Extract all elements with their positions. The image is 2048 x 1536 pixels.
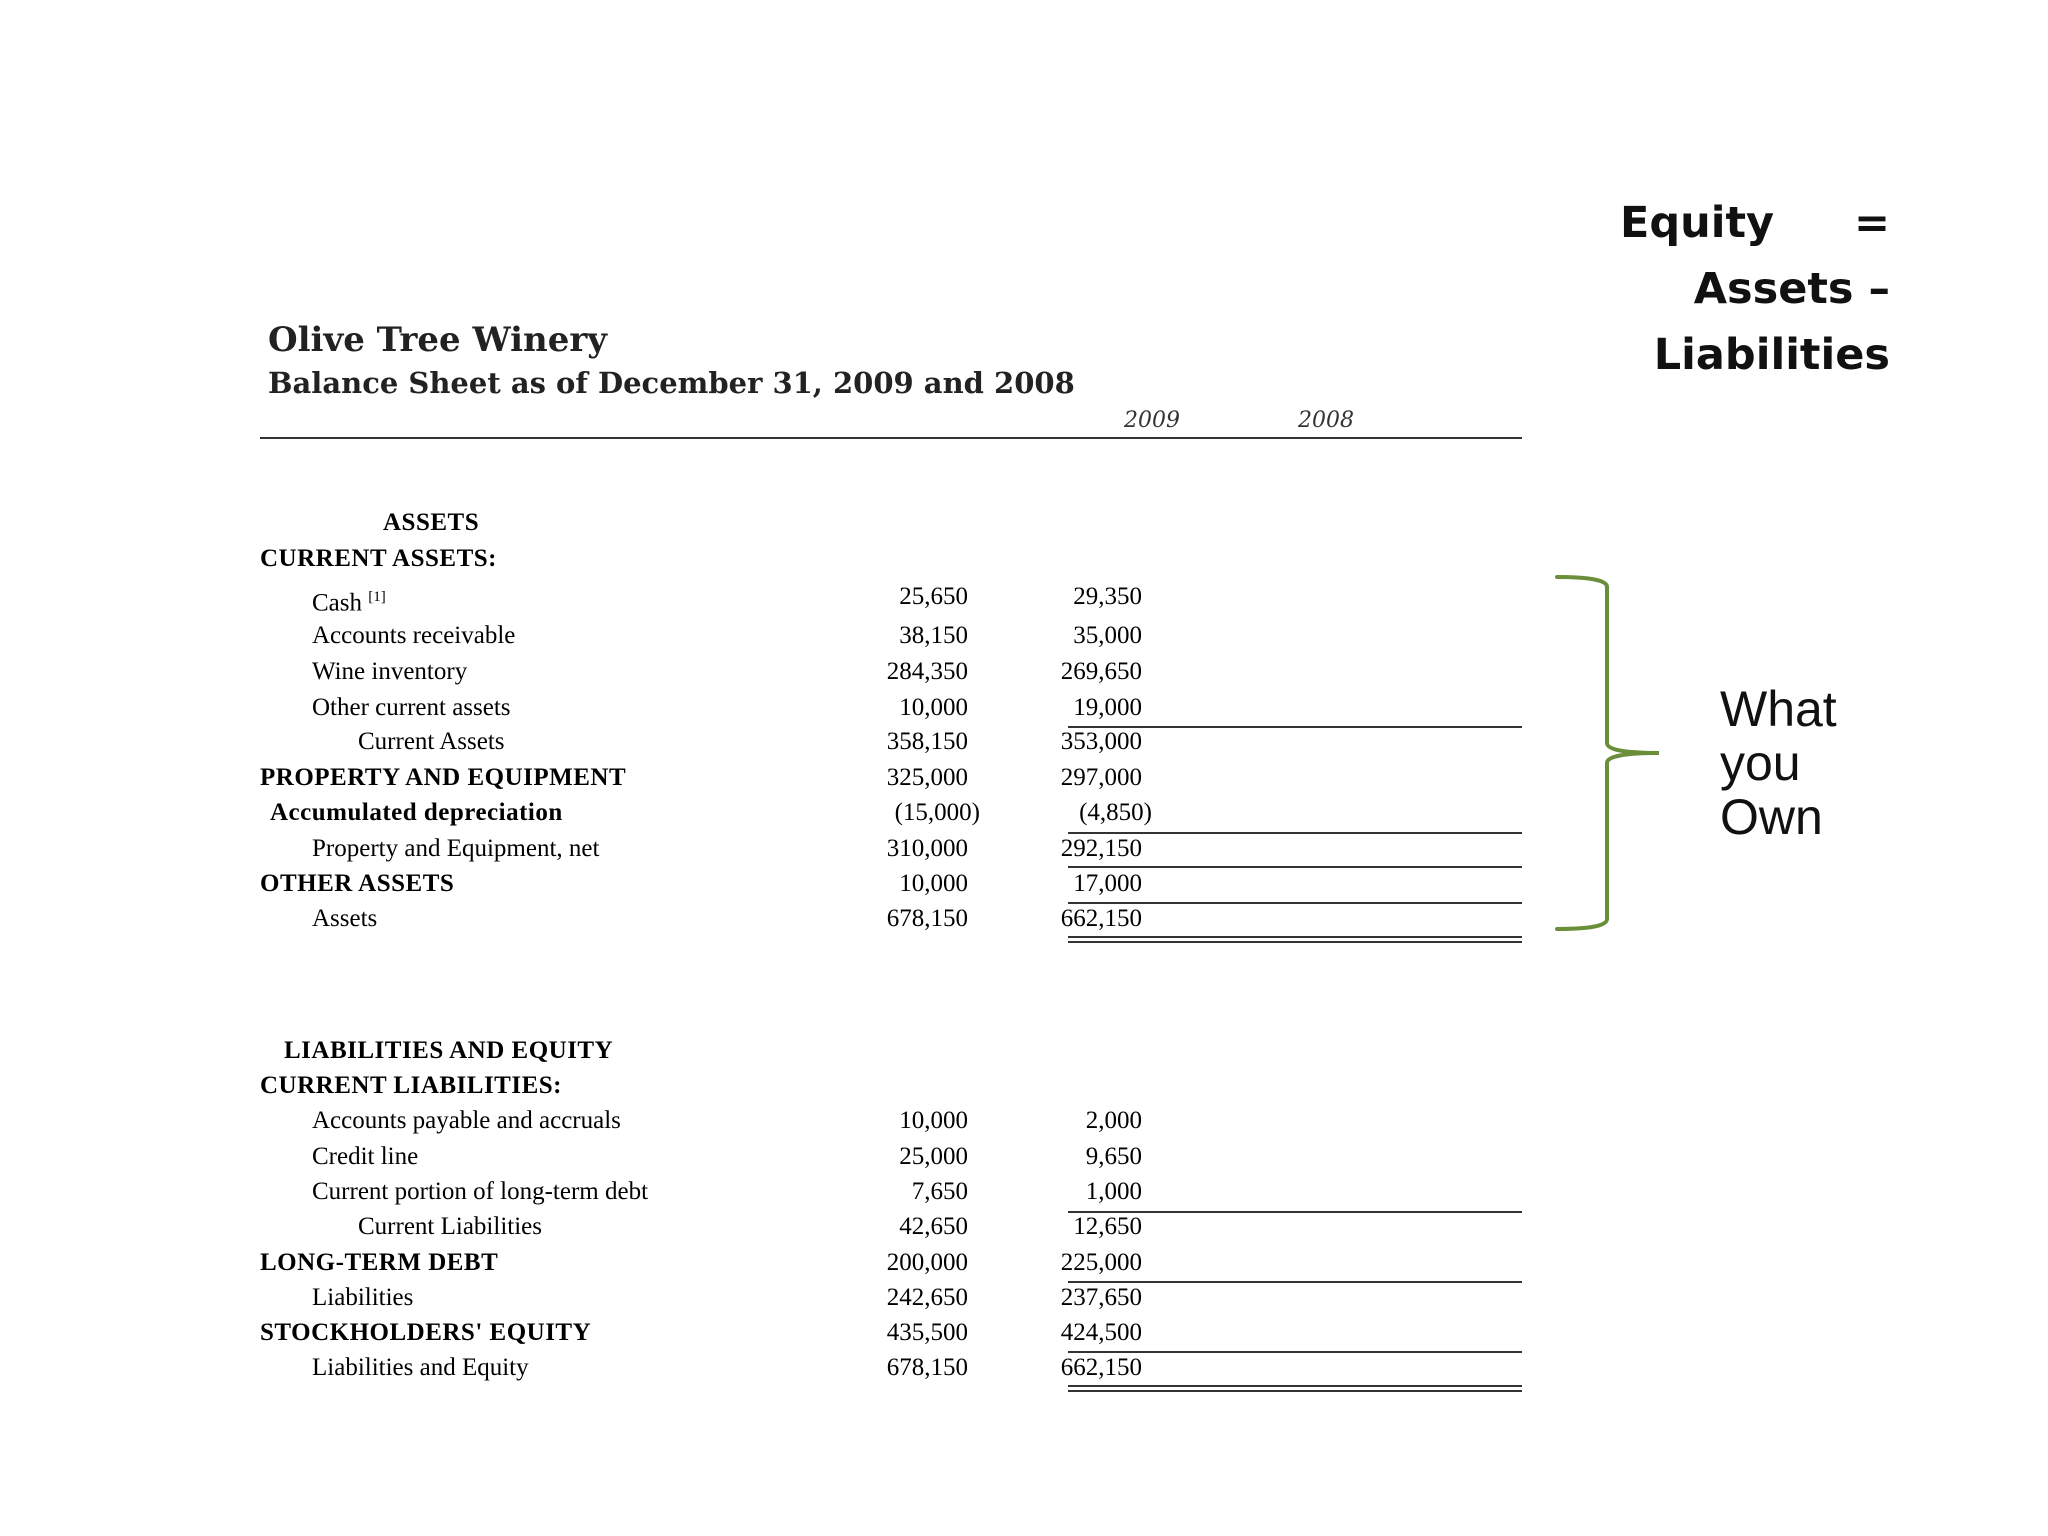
value-2009: 435,500	[886, 1319, 968, 1346]
value-2009: 10,000	[899, 1107, 968, 1134]
value-2008: 2,000	[1085, 1107, 1142, 1134]
current-assets-heading-row	[260, 542, 1262, 576]
liabilities-heading-row	[260, 1034, 1262, 1068]
equals-sign: =	[1853, 198, 1890, 248]
row-label: LONG-TERM DEBT	[260, 1249, 499, 1276]
value-2009: 7,650	[911, 1178, 968, 1205]
value-2008: 269,650	[1060, 658, 1142, 685]
value-2008: 225,000	[1060, 1249, 1142, 1276]
value-2008: 1,000	[1085, 1178, 1142, 1205]
value-2008: 353,000	[1060, 728, 1142, 755]
table-row	[260, 1210, 1262, 1244]
row-label: Accounts receivable	[312, 622, 516, 649]
table-row	[260, 1246, 1262, 1280]
table-row	[260, 655, 1262, 689]
equity-formula-line-1	[1470, 190, 1890, 256]
row-label: Accounts payable and accruals	[312, 1107, 621, 1134]
total-double-rule-top	[1068, 1385, 1522, 1387]
table-row	[260, 832, 1262, 866]
value-2008: 19,000	[1073, 694, 1142, 721]
row-label: Credit line	[312, 1143, 419, 1170]
sheet-subtitle: Balance Sheet as of December 31, 2009 and 2008	[268, 366, 1075, 400]
value-2009: 38,150	[899, 622, 968, 649]
row-label: Other current assets	[312, 694, 511, 721]
right-brace-bracket	[1555, 573, 1685, 933]
row-label: STOCKHOLDERS' EQUITY	[260, 1319, 592, 1346]
current-assets-heading: CURRENT ASSETS:	[260, 545, 497, 572]
value-2008: 35,000	[1073, 622, 1142, 649]
current-liabilities-heading: CURRENT LIABILITIES:	[260, 1072, 562, 1099]
row-label: Current Assets	[358, 728, 505, 755]
value-2009: 25,650	[899, 583, 968, 610]
row-label: Liabilities and Equity	[312, 1354, 529, 1381]
table-row	[260, 619, 1262, 653]
column-header-2008: 2008	[1298, 408, 1354, 433]
equity-formula-line-2: Assets – Liabilities	[1653, 264, 1890, 380]
value-2008: 662,150	[1060, 905, 1142, 932]
row-label: Wine inventory	[312, 658, 468, 685]
value-2008: 9,650	[1085, 1143, 1142, 1170]
value-2008: 12,650	[1073, 1213, 1142, 1240]
row-label: Assets	[312, 905, 378, 932]
value-2009: 678,150	[886, 905, 968, 932]
row-label: PROPERTY AND EQUIPMENT	[260, 764, 627, 791]
equity-formula-callout	[1470, 190, 1890, 388]
value-2009: 10,000	[899, 870, 968, 897]
assets-heading: ASSETS	[383, 509, 480, 536]
value-2009: (15,000)	[894, 799, 980, 826]
table-row	[260, 796, 1262, 830]
total-double-rule-bottom	[1068, 1390, 1522, 1392]
table-row	[260, 1281, 1262, 1315]
column-header-2009: 2009	[1124, 408, 1180, 433]
row-label: Current portion of long-term debt	[312, 1178, 649, 1205]
own-label-line-1: What	[1720, 681, 1837, 737]
value-2009: 678,150	[886, 1354, 968, 1381]
row-label: Liabilities	[312, 1284, 414, 1311]
what-you-own-label	[1720, 682, 1837, 844]
equity-word: Equity	[1620, 198, 1775, 248]
company-name: Olive Tree Winery	[268, 320, 608, 360]
own-label-line-2: you	[1720, 735, 1801, 791]
value-2009: 310,000	[886, 835, 968, 862]
brace-path	[1557, 577, 1659, 929]
value-2008: 292,150	[1060, 835, 1142, 862]
value-2008: 424,500	[1060, 1319, 1142, 1346]
value-2009: 42,650	[899, 1213, 968, 1240]
table-row	[260, 761, 1262, 795]
value-2008: 662,150	[1060, 1354, 1142, 1381]
table-row	[260, 902, 1262, 936]
table-row	[260, 1316, 1262, 1350]
table-row	[260, 1351, 1262, 1385]
value-2009: 358,150	[886, 728, 968, 755]
table-row	[260, 725, 1262, 759]
value-2009: 325,000	[886, 764, 968, 791]
row-label: Current Liabilities	[358, 1213, 542, 1240]
assets-heading-row	[260, 506, 1262, 540]
value-2008: (4,850)	[1079, 799, 1152, 826]
own-label-line-3: Own	[1720, 789, 1823, 845]
value-2008: 17,000	[1073, 870, 1142, 897]
total-double-rule-bottom	[1068, 941, 1522, 943]
current-liabilities-heading-row	[260, 1069, 1262, 1103]
footnote-marker: [1]	[368, 589, 386, 605]
value-2009: 242,650	[886, 1284, 968, 1311]
table-row	[260, 580, 1262, 617]
row-label: Property and Equipment, net	[312, 835, 600, 862]
table-row	[260, 1140, 1262, 1174]
table-row	[260, 1104, 1262, 1138]
value-2009: 10,000	[899, 694, 968, 721]
cash-label: Cash	[312, 589, 362, 617]
table-row	[260, 691, 1262, 725]
row-label: OTHER ASSETS	[260, 870, 455, 897]
header-divider	[260, 437, 1522, 439]
table-row	[260, 867, 1262, 901]
liabilities-heading: LIABILITIES AND EQUITY	[284, 1037, 614, 1064]
value-2008: 29,350	[1073, 583, 1142, 610]
value-2008: 297,000	[1060, 764, 1142, 791]
value-2009: 284,350	[886, 658, 968, 685]
row-label: Accumulated depreciation	[270, 799, 563, 826]
table-row	[260, 1175, 1262, 1209]
value-2009: 200,000	[886, 1249, 968, 1276]
row-label	[312, 580, 386, 620]
total-double-rule-top	[1068, 936, 1522, 938]
value-2008: 237,650	[1060, 1284, 1142, 1311]
value-2009: 25,000	[899, 1143, 968, 1170]
